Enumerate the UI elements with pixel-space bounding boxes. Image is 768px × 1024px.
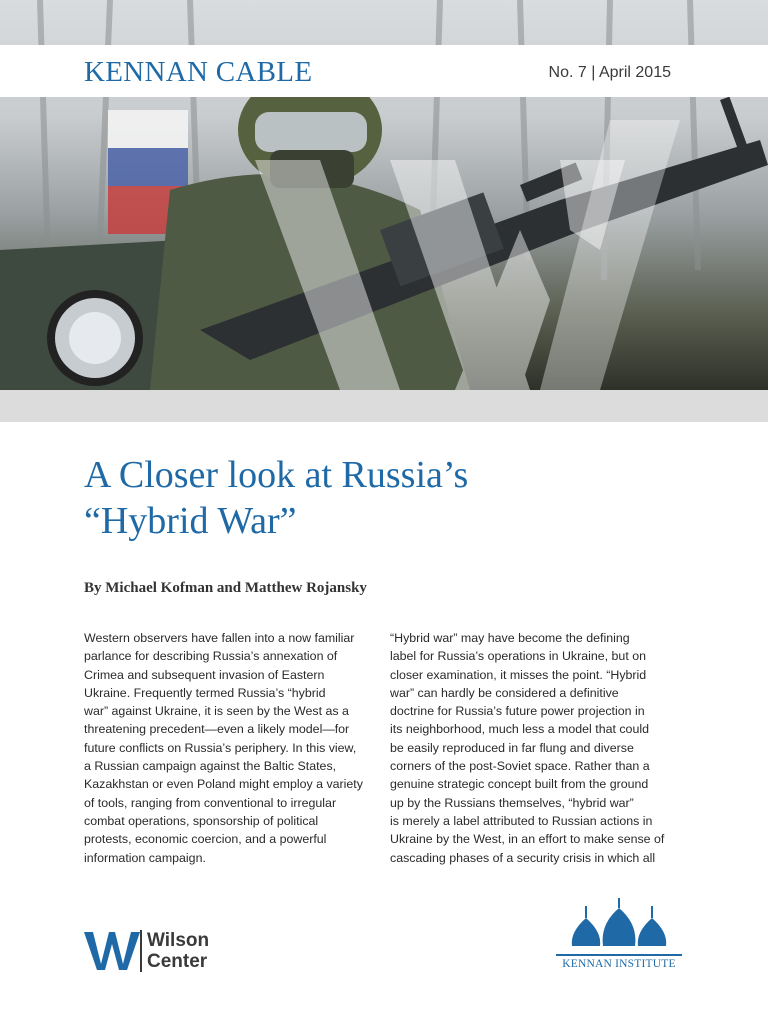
body-line: label for Russia’s operations in Ukraine, but on — [390, 649, 646, 664]
body-column-left — [84, 629, 379, 867]
article-title-line-1: A Closer look at Russia’s — [84, 454, 469, 496]
center-line: Center — [147, 951, 208, 972]
body-line: combat operations, sponsorship of political — [84, 813, 319, 828]
body-line: war” against Ukraine, it is seen by the West as a — [84, 704, 349, 719]
body-line: war” can hardly be considered a definitive — [390, 685, 619, 700]
body-line: future conflicts on Russia’s periphery. In this view, — [84, 740, 357, 755]
body-line: of tools, ranging from conventional to irregular — [84, 795, 337, 810]
body-line: cascading phases of a security crisis in which all — [390, 850, 656, 865]
body-line: Crimea and subsequent invasion of Eastern — [84, 667, 325, 682]
article-title — [84, 452, 644, 544]
body-line: Ukraine. Frequently termed Russia’s “hybrid — [84, 685, 326, 700]
body-line: its neighborhood, much less a model that could — [390, 722, 649, 737]
photo-bottom-band — [0, 390, 768, 422]
issue-info: No. 7 | April 2015 — [548, 64, 671, 81]
body-column-right — [390, 629, 680, 867]
body-line: protests, economic coercion, and a powerful — [84, 832, 327, 847]
body-line: doctrine for Russia’s future power projection in — [390, 704, 645, 719]
body-line: closer examination, it misses the point. “Hybrid — [390, 667, 647, 682]
kennan-institute-label: KENNAN INSTITUTE — [562, 958, 676, 970]
body-line: corners of the post-Soviet space. Rather than a — [390, 759, 650, 774]
body-line: be easily reproduced in far flung and diverse — [390, 740, 634, 755]
body-line: genuine strategic concept built from the ground — [390, 777, 649, 792]
wilson-center-wordmark — [147, 930, 209, 972]
body-line: parlance for describing Russia’s annexation of — [84, 649, 338, 664]
publication-title: KENNAN CABLE — [84, 56, 313, 88]
wilson-line: Wilson — [147, 930, 210, 951]
body-line: Kazakhstan or even Poland might employ a variety — [84, 777, 363, 792]
body-line: is merely a label attributed to Russian actions in — [390, 813, 653, 828]
body-line: Ukraine by the West, in an effort to make sense of — [390, 832, 665, 847]
body-line: information campaign. — [84, 850, 206, 865]
byline: By Michael Kofman and Matthew Rojansky — [84, 580, 367, 596]
body-line: Western observers have fallen into a now familiar — [84, 631, 355, 645]
body-line: up by the Russians themselves, “hybrid war” — [390, 795, 634, 810]
article-title-line-2: “Hybrid War” — [84, 500, 297, 542]
body-line: “Hybrid war” may have become the defining — [390, 631, 630, 645]
body-line: a Russian campaign against the Baltic States, — [84, 759, 337, 774]
body-line: threatening precedent—even a likely model—for — [84, 722, 350, 737]
